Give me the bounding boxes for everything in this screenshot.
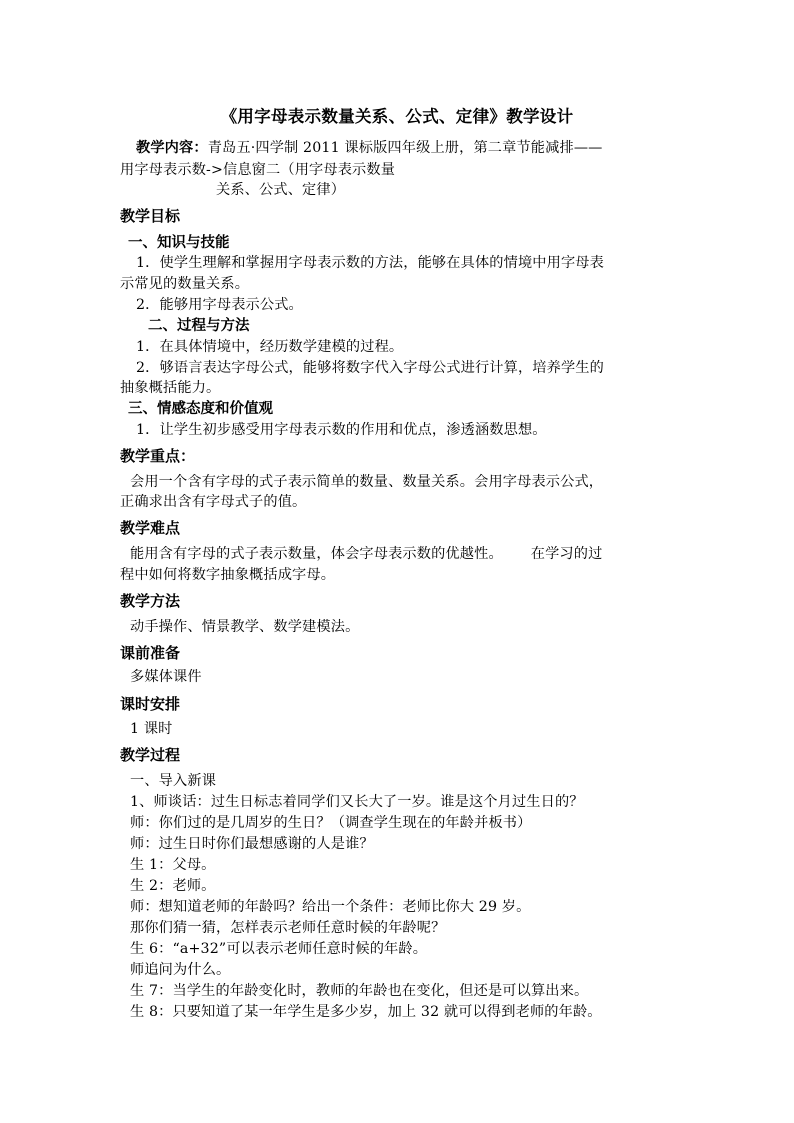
key-points-heading: 教学重点： [120, 447, 196, 465]
process-line-8: 那你们猜一猜，怎样表示老师任意时候的年龄呢？ [130, 920, 446, 936]
process-line-10: 师追问为什么。 [130, 962, 231, 978]
objectives-heading: 教学目标 [120, 207, 181, 225]
key-points-line-1: 会用一个含有字母的式子表示简单的数量、数量关系。会用字母表示公式， [130, 474, 604, 490]
key-points-line-2: 正确求出含有字母式子的值。 [120, 494, 307, 510]
process-line-2: 1、师谈话：过生日标志着同学们又长大了一岁。谁是这个月过生日的？ [130, 794, 584, 810]
schedule-heading: 课时安排 [120, 695, 181, 713]
process-line-12: 生 8：只要知道了某一年学生是多少岁，加上 32 就可以得到老师的年龄。 [130, 1004, 602, 1020]
objective-2-item-2: 2．够语言表达字母公式，能够将数字代入字母公式进行计算，培养学生的 [136, 360, 604, 376]
process-line-6: 生 2：老师。 [130, 878, 216, 894]
process-line-1: 一、导入新课 [130, 773, 217, 789]
objective-2-item-2-cont: 抽象概括能力。 [120, 380, 221, 396]
process-line-5: 生 1：父母。 [130, 857, 216, 873]
process-line-9: 生 6：“a+32”可以表示老师任意时候的年龄。 [130, 941, 428, 957]
objective-3-item-1: 1．让学生初步感受用字母表示数的作用和优点，渗透涵数思想。 [136, 422, 547, 438]
process-line-4: 师：过生日时你们最想感谢的人是谁？ [130, 836, 374, 852]
preparation-text: 多媒体课件 [130, 669, 202, 685]
content-text-1: 青岛五·四学制 2011 课标版四年级上册，第二章节能减排—— [207, 140, 603, 156]
objective-2-item-1: 1．在具体情境中，经历数学建模的过程。 [136, 339, 404, 355]
objective-1-item-1-cont: 示常见的数量关系。 [120, 276, 250, 292]
process-heading: 教学过程 [120, 746, 181, 764]
objective-section-3-title: 三、情感态度和价值观 [128, 400, 273, 417]
process-line-7: 师：想知道老师的年龄吗？给出一个条件：老师比你大 29 岁。 [130, 899, 531, 915]
preparation-heading: 课前准备 [120, 644, 181, 662]
process-line-11: 生 7：当学生的年龄变化时，教师的年龄也在变化，但还是可以算出来。 [130, 983, 589, 999]
content-line-1 [136, 138, 603, 158]
objective-1-item-1: 1．使学生理解和掌握用字母表示数的方法，能够在具体的情境中用字母表 [136, 255, 604, 271]
process-line-3: 师：你们过的是几周岁的生日？（调查学生现在的年龄并板书） [130, 815, 532, 831]
difficulties-line-1: 能用含有字母的式子表示数量，体会字母表示数的优越性。 在学习的过 [130, 546, 603, 562]
content-line-2: 用字母表示数->信息窗二（用字母表示数量 [120, 162, 396, 178]
objective-1-item-2: 2．能够用字母表示公式。 [136, 297, 303, 313]
document-title: 《用字母表示数量关系、公式、定律》教学设计 [220, 107, 574, 126]
objective-section-1-title: 一、知识与技能 [128, 234, 230, 251]
schedule-text: 1 课时 [130, 721, 173, 737]
difficulties-heading: 教学难点 [120, 519, 181, 537]
objective-section-2-title: 二、过程与方法 [148, 317, 250, 334]
content-label: 教学内容： [136, 140, 208, 156]
methods-heading: 教学方法 [120, 592, 181, 610]
difficulties-line-2: 程中如何将数字抽象概括成字母。 [120, 567, 336, 583]
methods-text: 动手操作、情景教学、数学建模法。 [130, 619, 360, 635]
content-line-3: 关系、公式、定律） [216, 182, 346, 198]
